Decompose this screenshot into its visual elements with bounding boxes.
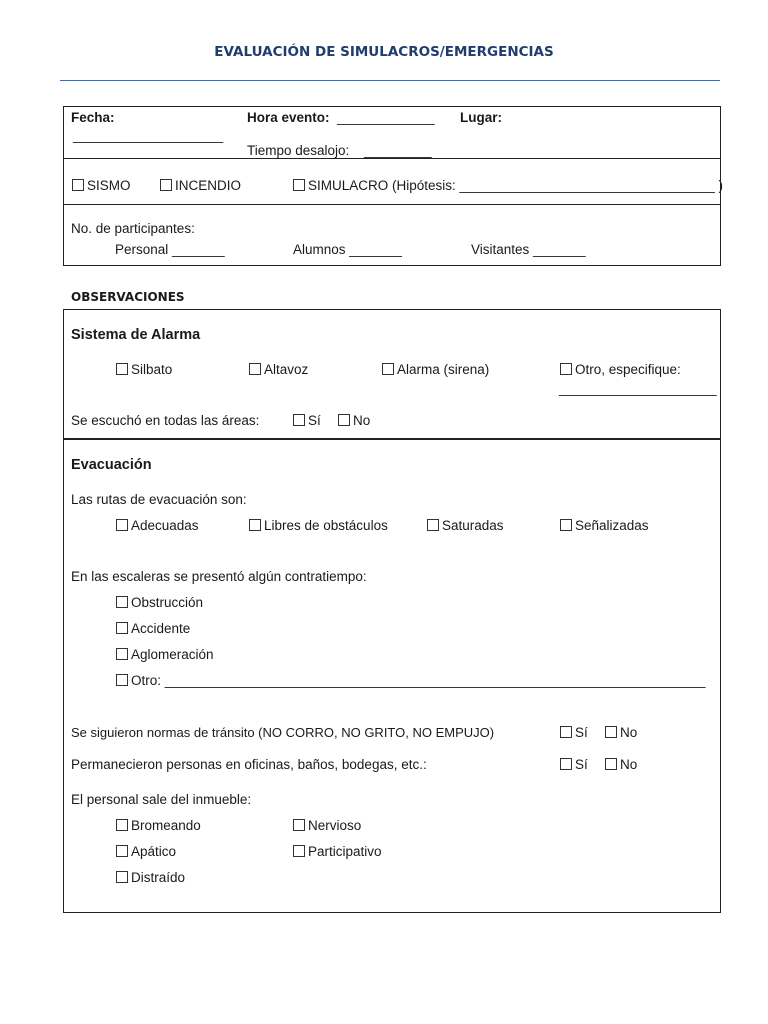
checkbox-incendio[interactable]: INCENDIO [160,178,241,193]
checkbox-icon [560,758,572,770]
checkbox-silbato[interactable]: Silbato [116,362,172,377]
checkbox-icon [116,622,128,634]
checkbox-icon [427,519,439,531]
checkbox-icon [116,819,128,831]
checkbox-obstruccion[interactable]: Obstrucción [116,595,203,610]
page-title: EVALUACIÓN DE SIMULACROS/EMERGENCIAS [214,44,554,60]
checkbox-icon [560,519,572,531]
checkbox-libres[interactable]: Libres de obstáculos [249,518,388,533]
checkbox-icon [116,674,128,686]
header-divider-1 [63,158,721,159]
personal-field[interactable]: Personal _______ [115,242,225,257]
lugar-label: Lugar: [460,110,502,125]
checkbox-normas-si[interactable]: Sí [560,725,588,740]
checkbox-escucho-no[interactable]: No [338,413,370,428]
checkbox-icon [249,363,261,375]
checkbox-icon [293,179,305,191]
checkbox-icon [72,179,84,191]
checkbox-icon [605,726,617,738]
checkbox-adecuadas[interactable]: Adecuadas [116,518,199,533]
checkbox-permanecieron-no[interactable]: No [605,757,637,772]
checkbox-permanecieron-si[interactable]: Sí [560,757,588,772]
participantes-label: No. de participantes: [71,221,195,236]
checkbox-distraido[interactable]: Distraído [116,870,185,885]
otro-alarma-field[interactable]: _____________________ [559,381,717,396]
tiempo-desalojo-label: Tiempo desalojo: [247,143,350,158]
alarma-divider [63,438,721,440]
alumnos-field[interactable]: Alumnos _______ [293,242,402,257]
checkbox-otro-escaleras[interactable]: Otro: ________________________________________________________________________ [116,673,705,688]
checkbox-aglomeracion[interactable]: Aglomeración [116,647,214,662]
checkbox-icon [293,819,305,831]
hora-evento-field[interactable]: _____________ [337,110,435,125]
checkbox-icon [116,648,128,660]
checkbox-icon [605,758,617,770]
header-divider-2 [63,204,721,205]
checkbox-alarma-sirena[interactable]: Alarma (sirena) [382,362,489,377]
checkbox-icon [338,414,350,426]
title-divider [60,80,720,81]
checkbox-simulacro[interactable]: SIMULACRO (Hipótesis: __________________________________ ) [293,178,723,193]
evacuacion-title: Evacuación [71,457,152,473]
checkbox-accidente[interactable]: Accidente [116,621,190,636]
fecha-field[interactable]: ____________________ [73,128,224,143]
visitantes-field[interactable]: Visitantes _______ [471,242,586,257]
checkbox-icon [116,519,128,531]
escucho-label: Se escuchó en todas las áreas: [71,413,260,428]
checkbox-icon [293,845,305,857]
rutas-label: Las rutas de evacuación son: [71,492,247,507]
checkbox-otro-alarma[interactable]: Otro, especifique: [560,362,681,377]
alarma-title: Sistema de Alarma [71,327,201,343]
checkbox-icon [249,519,261,531]
checkbox-altavoz[interactable]: Altavoz [249,362,308,377]
checkbox-icon [160,179,172,191]
checkbox-nervioso[interactable]: Nervioso [293,818,361,833]
checkbox-escucho-si[interactable]: Sí [293,413,321,428]
checkbox-normas-no[interactable]: No [605,725,637,740]
fecha-label: Fecha: [71,110,115,125]
checkbox-saturadas[interactable]: Saturadas [427,518,504,533]
personal-sale-label: El personal sale del inmueble: [71,792,252,807]
escaleras-label: En las escaleras se presentó algún contratiempo: [71,569,367,584]
checkbox-icon [560,363,572,375]
checkbox-icon [116,845,128,857]
checkbox-participativo[interactable]: Participativo [293,844,382,859]
permanecieron-label: Permanecieron personas en oficinas, baños, bodegas, etc.: [71,757,427,772]
checkbox-icon [382,363,394,375]
hora-evento-label: Hora evento: [247,110,330,125]
observaciones-heading: OBSERVACIONES [71,290,185,304]
checkbox-icon [116,871,128,883]
checkbox-icon [293,414,305,426]
tiempo-desalojo-field[interactable]: _________ [364,143,432,158]
checkbox-icon [116,363,128,375]
checkbox-bromeando[interactable]: Bromeando [116,818,201,833]
checkbox-senalizadas[interactable]: Señalizadas [560,518,649,533]
checkbox-icon [116,596,128,608]
checkbox-apatico[interactable]: Apático [116,844,176,859]
checkbox-icon [560,726,572,738]
normas-label: Se siguieron normas de tránsito (NO CORRO, NO GRITO, NO EMPUJO) [71,725,495,740]
checkbox-sismo[interactable]: SISMO [72,178,131,193]
